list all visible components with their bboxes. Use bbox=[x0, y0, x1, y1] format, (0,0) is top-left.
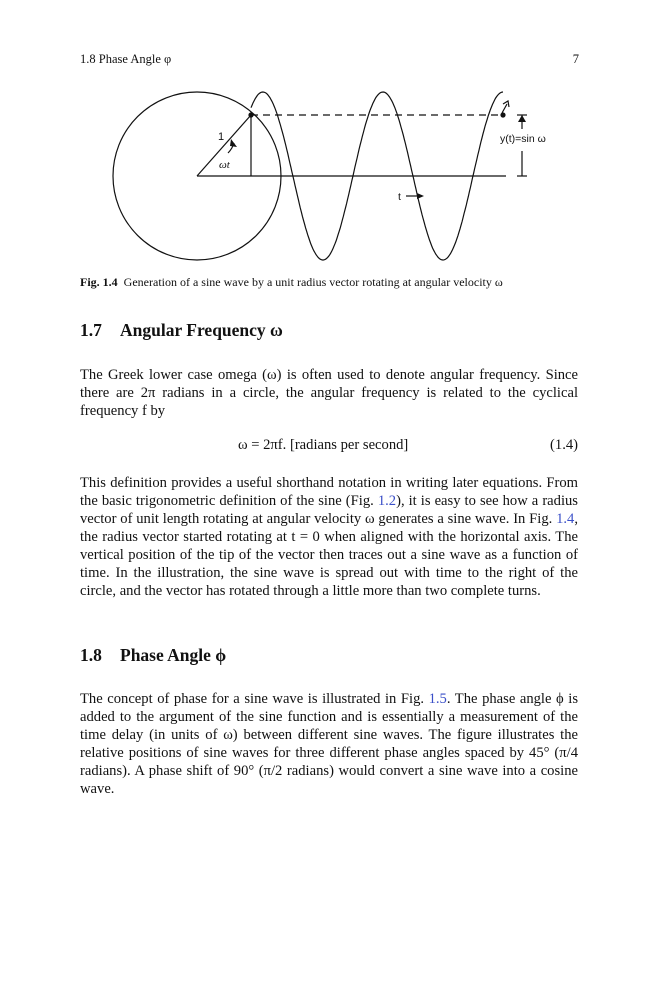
figure-caption bbox=[80, 275, 580, 290]
equation-body: ω = 2πf. [radians per second] bbox=[238, 437, 409, 453]
figure-ref-1-2[interactable]: 1.2 bbox=[377, 493, 397, 509]
text-run: ), it is easy to see how a radius vector of unit length rotating at angular velocity ω generates a sine wave. In Fig. bbox=[80, 493, 578, 527]
running-header: 1.8 Phase Angle φ bbox=[80, 52, 172, 66]
paragraph-phase-angle bbox=[80, 690, 578, 798]
section-title: Angular Frequency ω bbox=[120, 320, 283, 340]
section-number: 1.7 bbox=[80, 320, 102, 340]
equation-number: (1.4) bbox=[550, 437, 578, 453]
text-run: . The phase angle ϕ is added to the argument of the sine function and is essentially a measurement of the time delay (in units of ω) between different sine waves. The figure illustrates the relative positions of sine waves for three different phase angles spaced by 45° (π/4 radians). A phase shift of 90° (π/2 radians) would convert a sine wave into a cosine wave. bbox=[80, 691, 579, 797]
section-number: 1.8 bbox=[80, 645, 102, 665]
trace-end-dot bbox=[500, 112, 505, 117]
page-number: 7 bbox=[572, 52, 579, 66]
paragraph-sine-generation bbox=[80, 474, 578, 600]
bracket-top-arrowhead bbox=[518, 115, 526, 122]
radius-label: 1 bbox=[218, 131, 225, 143]
angle-arrowhead bbox=[230, 139, 237, 147]
sine-generation-figure bbox=[100, 85, 560, 265]
paragraph-angular-frequency: The Greek lower case omega (ω) is often used to denote angular frequency. Since there are 2π radians in a circle, the angular frequency is related to the cyclical frequency f by bbox=[80, 367, 578, 419]
text-run: , the radius vector started rotating at t = 0 when aligned with the horizontal axis. The vertical position of the tip of the vector then traces out a sine wave as a function of time. In the illustration, the sine wave is spread out with time to the right of the circle, and the vector has rotated through a little more than two complete turns. bbox=[80, 511, 578, 599]
output-label: y(t)=sin ω bbox=[500, 133, 546, 145]
caption-text: Generation of a sine wave by a unit radius vector rotating at angular velocity ω bbox=[123, 275, 503, 289]
section-heading-1-8 bbox=[80, 645, 226, 666]
text-run: This definition provides a useful shorthand notation in writing later equations. From the basic trigonometric definition of the sine (Fig. bbox=[80, 475, 578, 509]
caption-label: Fig. 1.4 bbox=[80, 275, 118, 289]
figure-ref-1-5[interactable]: 1.5 bbox=[428, 691, 447, 707]
section-heading-1-7 bbox=[80, 320, 283, 341]
rotation-arrow bbox=[502, 104, 507, 113]
time-arrowhead bbox=[417, 193, 424, 199]
angle-label: ωt bbox=[219, 159, 230, 171]
time-label: t bbox=[398, 191, 401, 203]
figure-ref-1-4[interactable]: 1.4 bbox=[556, 511, 575, 527]
section-title: Phase Angle ϕ bbox=[120, 645, 227, 665]
text-run: The concept of phase for a sine wave is illustrated in Fig. bbox=[80, 691, 429, 707]
vector-tip-dot bbox=[248, 112, 253, 117]
